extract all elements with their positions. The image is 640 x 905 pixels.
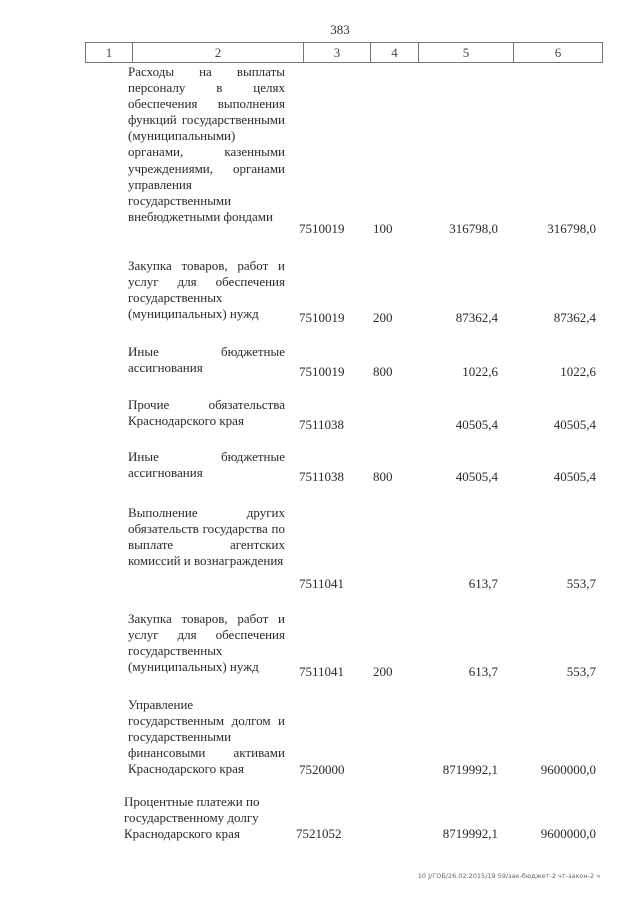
row-description: Управление государственным долгом и государственными финансовыми активами Краснодарского края	[128, 697, 285, 777]
row-sum-col5: 40505,4	[455, 469, 498, 484]
table-row	[0, 397, 640, 433]
row-description: Иные бюджетные ассигнования	[128, 449, 285, 481]
row-expense-type: 100	[373, 221, 393, 236]
row-sum-col6: 553,7	[566, 576, 596, 591]
row-sum-col5: 1022,6	[462, 364, 498, 379]
row-code: 7520000	[299, 762, 345, 777]
row-expense-type: 200	[373, 664, 393, 679]
row-sum-col5: 87362,4	[455, 310, 498, 325]
row-sum-col5: 613,7	[468, 664, 498, 679]
row-code: 7511041	[299, 576, 345, 591]
header-col-5: 5	[418, 43, 513, 62]
table-row	[0, 64, 640, 237]
row-expense-type: 200	[373, 310, 393, 325]
row-sum-col5: 8719992,1	[442, 826, 498, 841]
footer-reference: 10 J/ГОБ/26.02.2015/19 59/зак-бюджет-2 чт-закон-2 ч	[417, 872, 600, 880]
header-col-2: 2	[132, 43, 303, 62]
row-sum-col6: 1022,6	[560, 364, 596, 379]
table-header	[85, 42, 603, 63]
row-code: 7511038	[299, 417, 345, 432]
table-row	[0, 344, 640, 380]
row-description: Процентные платежи по государственному долгу Краснодарского края	[124, 794, 260, 842]
table-row	[0, 794, 640, 842]
row-sum-col5: 613,7	[468, 576, 498, 591]
row-description: Закупка товаров, работ и услуг для обеспечения государственных (муниципальных) нужд	[128, 258, 285, 322]
table-row	[0, 505, 640, 592]
row-sum-col5: 316798,0	[449, 221, 498, 236]
header-col-4: 4	[370, 43, 418, 62]
row-code: 7521052	[296, 826, 342, 841]
header-col-6: 6	[513, 43, 603, 62]
row-code: 7510019	[299, 364, 345, 379]
table-row	[0, 611, 640, 680]
row-sum-col6: 316798,0	[547, 221, 596, 236]
row-expense-type: 800	[373, 469, 393, 484]
row-code: 7511038	[299, 469, 345, 484]
row-description: Расходы на выплаты персоналу в целях обеспечения выполнения функций государственными (муниципальными) органами, казенными учреждениями, органами управления государственными внебюджетными фондами	[128, 64, 285, 224]
table-row	[0, 449, 640, 485]
header-col-1: 1	[85, 43, 132, 62]
header-col-3: 3	[303, 43, 370, 62]
row-sum-col6: 87362,4	[553, 310, 596, 325]
row-sum-col6: 553,7	[566, 664, 596, 679]
row-sum-col6: 40505,4	[553, 417, 596, 432]
row-sum-col6: 9600000,0	[540, 762, 596, 777]
row-sum-col6: 9600000,0	[540, 826, 596, 841]
row-code: 7510019	[299, 310, 345, 325]
row-description: Закупка товаров, работ и услуг для обеспечения государственных (муниципальных) нужд	[128, 611, 285, 675]
row-description: Иные бюджетные ассигнования	[128, 344, 285, 376]
page-number: 383	[330, 22, 350, 37]
table-row	[0, 697, 640, 778]
row-code: 7511041	[299, 664, 345, 679]
row-description: Выполнение других обязательств государства по выплате агентских комиссий и вознаграждения	[128, 505, 285, 569]
row-sum-col6: 40505,4	[553, 469, 596, 484]
row-expense-type: 800	[373, 364, 393, 379]
table-row	[0, 258, 640, 326]
row-code: 7510019	[299, 221, 345, 236]
row-sum-col5: 40505,4	[455, 417, 498, 432]
row-description: Прочие обязательства Краснодарского края	[128, 397, 285, 429]
row-sum-col5: 8719992,1	[442, 762, 498, 777]
